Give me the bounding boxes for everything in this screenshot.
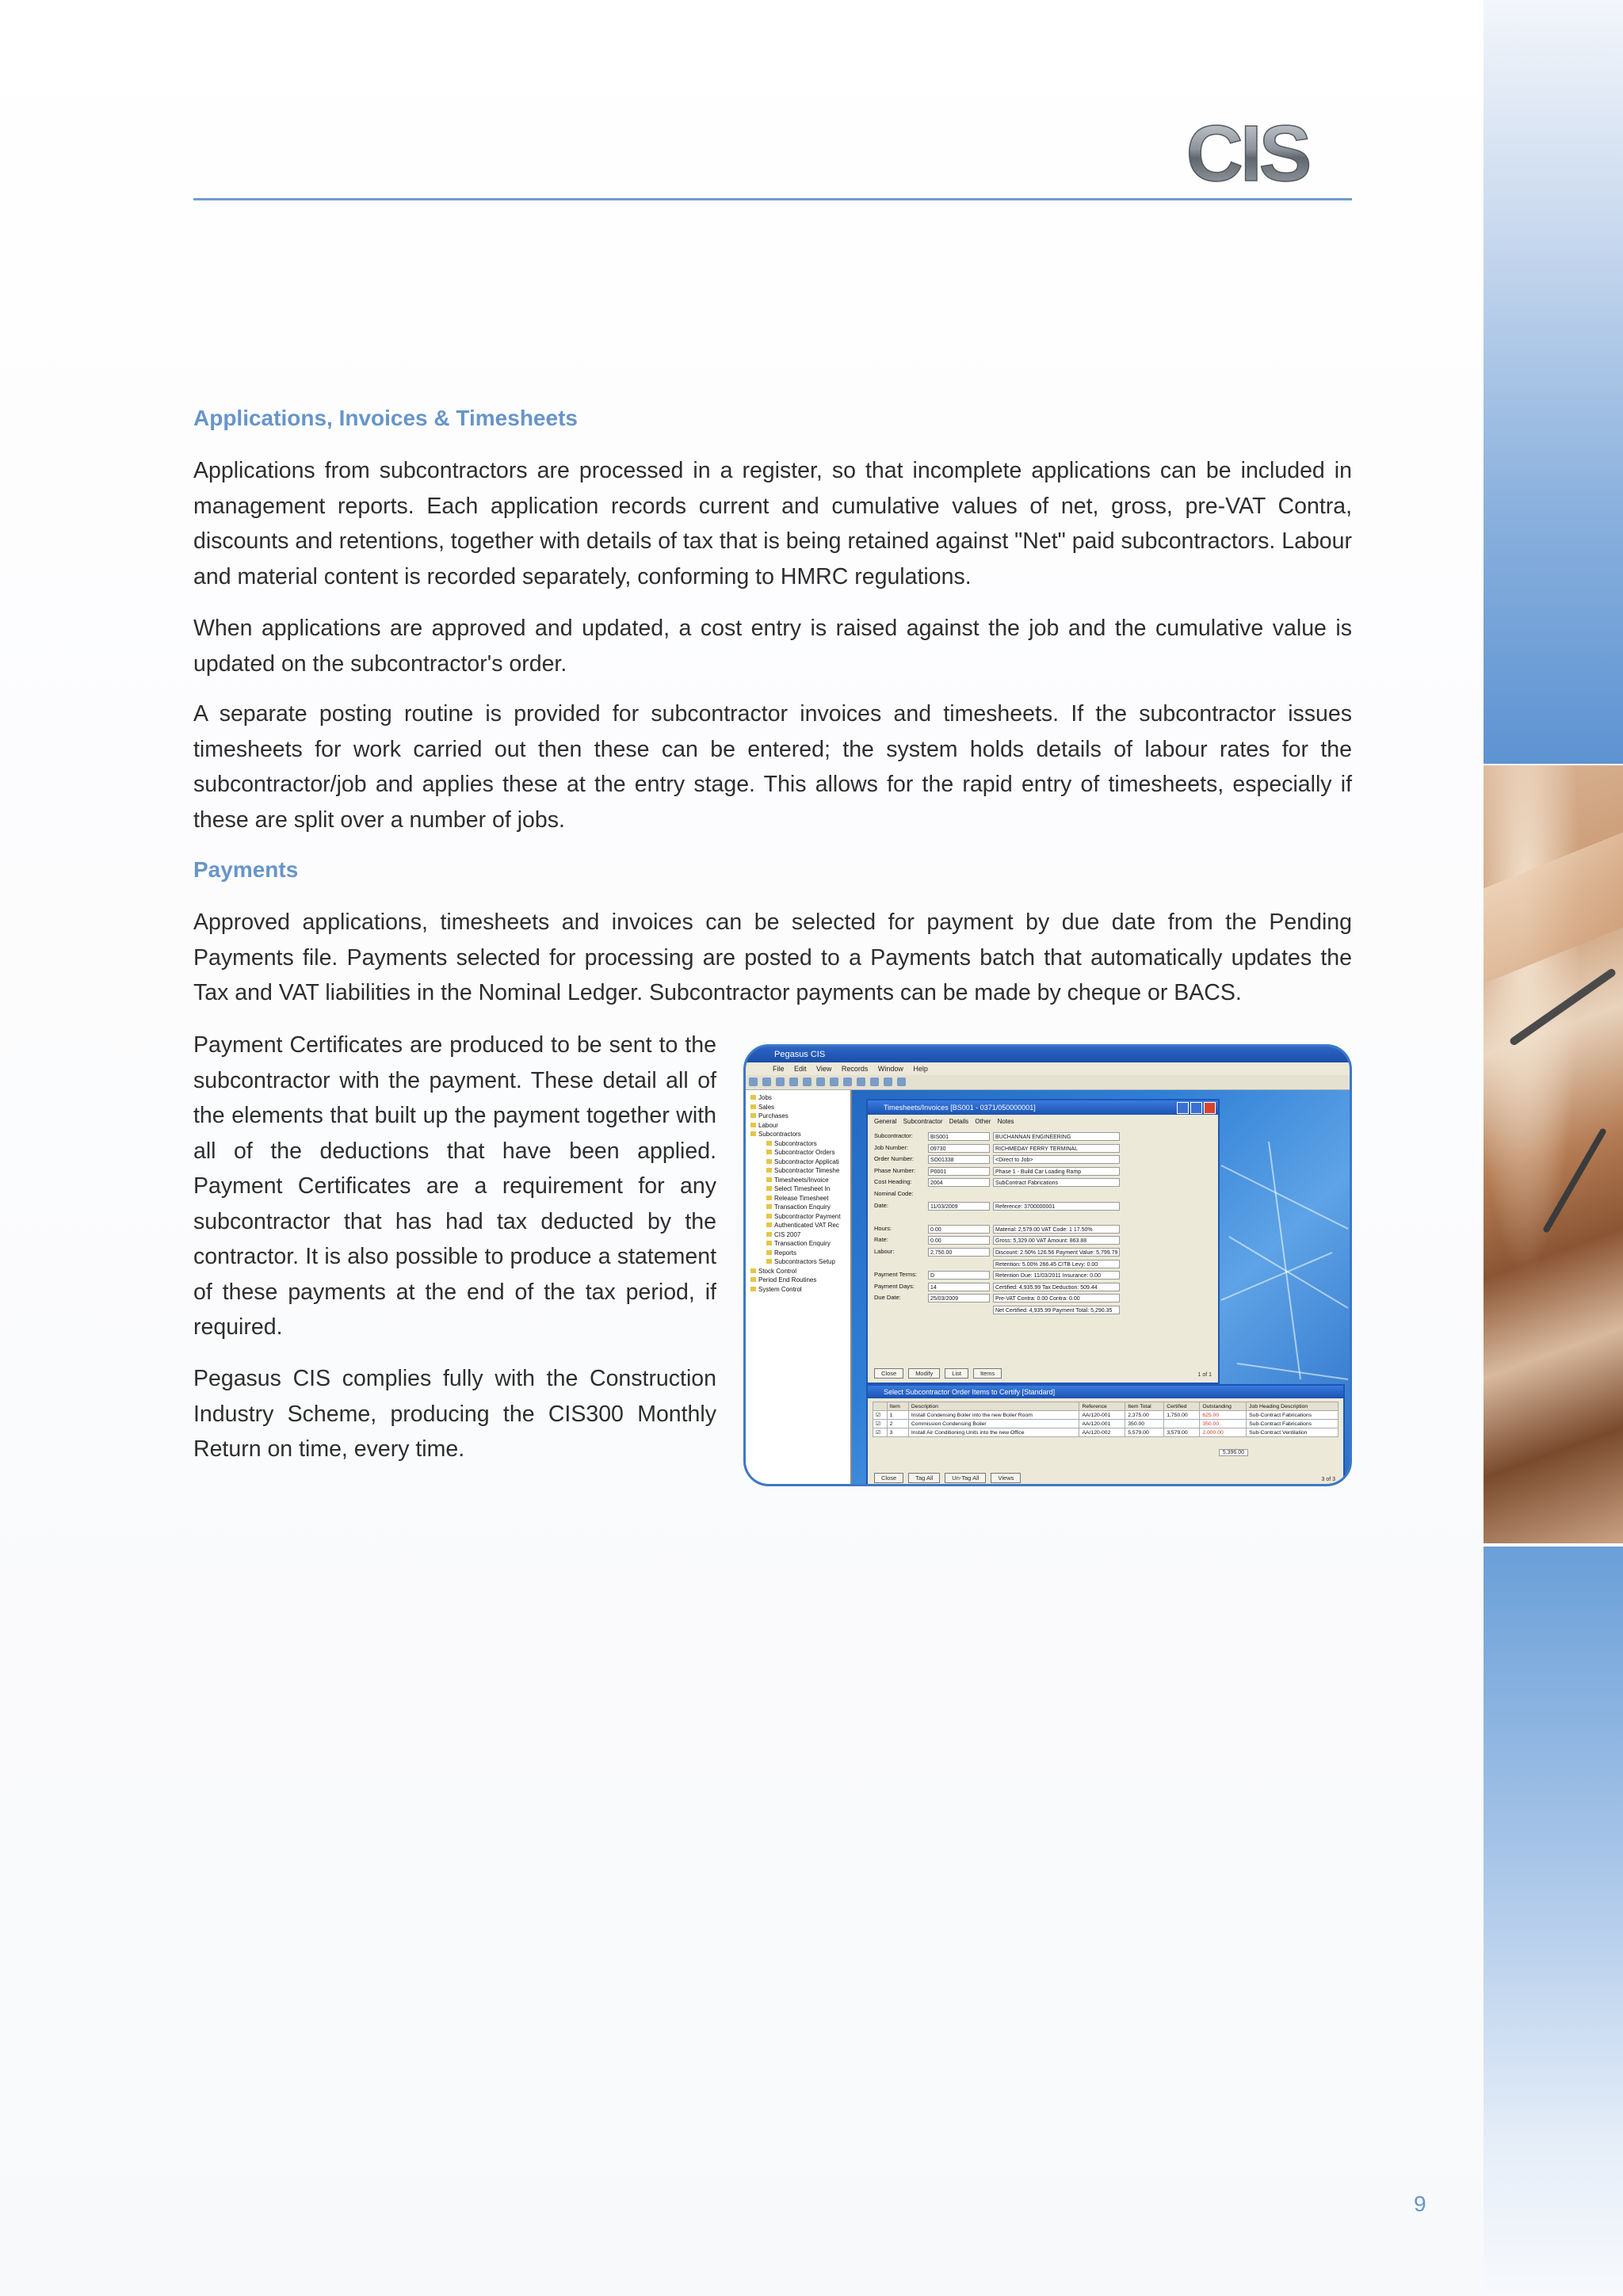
tree-item-label: Subcontractor Timeshe	[774, 1167, 840, 1174]
table-cell: 3,579.00	[1164, 1428, 1200, 1437]
page-number: 9	[1414, 2191, 1426, 2216]
tree-item-label: Transaction Enquiry	[774, 1203, 831, 1211]
column-header: Certified	[1164, 1402, 1200, 1411]
software-screenshot	[743, 1044, 1352, 1486]
folder-icon	[750, 1287, 756, 1291]
folder-icon	[750, 1104, 756, 1109]
folder-icon	[766, 1241, 772, 1245]
window-tabs[interactable]: General Subcontractor Details Other Notes	[874, 1118, 1014, 1125]
field-label: Due Date:	[874, 1294, 901, 1302]
folder-icon	[766, 1250, 772, 1255]
form-row	[874, 1155, 1212, 1167]
tree-item-label: Transaction Enquiry	[774, 1240, 831, 1247]
table-row[interactable]	[873, 1428, 1338, 1437]
close-icon[interactable]	[1204, 1102, 1216, 1114]
form-row	[874, 1294, 1212, 1306]
tree-item[interactable]	[750, 1139, 850, 1149]
field-label: Order Number:	[874, 1155, 915, 1163]
folder-icon	[766, 1214, 772, 1219]
form-row	[874, 1178, 1212, 1190]
field-label: Job Number:	[874, 1143, 908, 1151]
folder-icon	[766, 1150, 772, 1154]
tree-item[interactable]	[750, 1230, 850, 1240]
table-cell: AA/120-002	[1079, 1428, 1125, 1437]
field-value-secondary[interactable]: Net Certified: 4,935.99 Payment Total: 5,290.35	[993, 1306, 1120, 1314]
field-value-secondary[interactable]: SubContract Fabrications	[993, 1178, 1120, 1187]
tree-item[interactable]	[750, 1221, 850, 1230]
column-header: Outstanding	[1200, 1402, 1247, 1411]
field-value-secondary[interactable]: Retention: 5.00% 266.45 CITB Levy: 0.00	[993, 1260, 1120, 1268]
field-label: Labour:	[874, 1247, 895, 1255]
tree-item[interactable]	[750, 1257, 850, 1267]
field-value[interactable]: 2,750.00	[928, 1248, 990, 1257]
folder-icon	[750, 1113, 756, 1118]
tree-item-label: Subcontractor Payment	[774, 1212, 841, 1220]
window-button[interactable]: Modify	[908, 1368, 940, 1379]
folder-icon	[766, 1204, 772, 1209]
tree-item[interactable]	[750, 1103, 850, 1112]
column-header: Reference	[1079, 1402, 1125, 1411]
field-value-secondary[interactable]: Gross: 5,329.00 VAT Amount: 863.88	[993, 1236, 1120, 1245]
tree-item-label: Reports	[774, 1249, 797, 1257]
table-cell	[1164, 1420, 1200, 1428]
folder-icon	[766, 1232, 772, 1237]
field-label: Rate:	[874, 1236, 888, 1244]
navigation-tree[interactable]	[746, 1090, 852, 1484]
tree-item-label: Sales	[758, 1103, 775, 1111]
cis-logo	[1144, 117, 1350, 187]
maximize-icon[interactable]	[1190, 1102, 1202, 1114]
window-button[interactable]: Close	[874, 1368, 903, 1379]
table-cell: AA/120-001	[1079, 1411, 1125, 1420]
order-items-table	[873, 1402, 1338, 1437]
tree-item[interactable]	[750, 1176, 850, 1185]
form-row	[874, 1144, 1212, 1156]
applications-paragraph-1: Applications from subcontractors are processed in a register, so that incomplete applications can be included in management reports. Each application records current and cumulative values of net, gross, pre-VAT Contra, discounts and retentions, together with details of tax that is being retained against "Net" paid subcontractors. Labour and material content is recorded separately, conforming to HMRC regulations.	[193, 458, 1352, 589]
folder-icon	[766, 1168, 772, 1173]
field-value-secondary[interactable]: Certified: 4,935.99 Tax Deduction: 509.44	[993, 1283, 1120, 1291]
form-row	[874, 1202, 1212, 1214]
band-gradient-top	[1484, 0, 1623, 764]
field-value[interactable]: P0001	[928, 1167, 990, 1176]
table-cell: Sub-Contract Fabrications	[1247, 1411, 1338, 1420]
field-label: Nominal Code:	[874, 1189, 914, 1197]
folder-icon	[766, 1177, 772, 1182]
form-fields	[874, 1132, 1212, 1318]
tree-item-label: Authenticated VAT Rec	[774, 1222, 839, 1229]
tree-item[interactable]	[750, 1285, 850, 1295]
field-value[interactable]: 2004	[928, 1178, 990, 1187]
dialog-button[interactable]: Tag All	[908, 1473, 940, 1483]
dialog-total: 5,396.00	[1219, 1449, 1248, 1456]
payments-paragraph-2: Payment Certificates are produced to be sent to the subcontractor with the payment. These detail all of the elements that built up the payment together with all of the deductions that have been applied. Payment Certificates are a requirement for any subcontractor that has had tax deducted by the contractor. It is also possible to produce a statement of these payments at the end of the tax period, if required.	[193, 1032, 716, 1340]
tree-item[interactable]	[750, 1184, 850, 1194]
tree-item[interactable]	[750, 1212, 850, 1222]
folder-icon	[750, 1095, 756, 1100]
app-titlebar: Pegasus CIS	[746, 1047, 1350, 1062]
tools-photo	[1484, 765, 1623, 1543]
page-indicator: 1 of 1	[1197, 1372, 1212, 1378]
window-buttons	[874, 1365, 1006, 1379]
field-value-secondary[interactable]: RICHMEDAY FERRY TERMINAL	[993, 1144, 1120, 1153]
table-cell: Install Condensing Boiler into the new Boiler Room	[908, 1411, 1079, 1420]
field-value[interactable]: SO01338	[928, 1155, 990, 1164]
folder-icon	[766, 1186, 772, 1191]
form-row	[874, 1248, 1212, 1260]
tree-item[interactable]	[750, 1166, 850, 1176]
header-rule	[193, 198, 1352, 200]
field-value-secondary[interactable]: Material: 2,579.00 VAT Code: 1 17.50%	[993, 1225, 1120, 1234]
column-header: Description	[908, 1402, 1079, 1411]
dialog-page-indicator: 3 of 3	[1321, 1477, 1335, 1482]
table-cell: Commission Condensing Boiler	[908, 1420, 1079, 1428]
form-row	[874, 1167, 1212, 1179]
table-cell: AA/120-001	[1079, 1420, 1125, 1428]
folder-icon	[766, 1141, 772, 1146]
field-value[interactable]: 09730	[928, 1144, 990, 1153]
table-cell: 1,750.00	[1164, 1411, 1200, 1420]
tree-item-label: Subcontractors	[774, 1139, 817, 1147]
tree-item-label: Release Timesheet	[774, 1194, 829, 1202]
section-heading-payments: Payments	[193, 857, 299, 882]
tree-item-label: Timesheets/Invoice	[774, 1176, 829, 1184]
field-value-secondary[interactable]: Reference: 3700000001	[993, 1202, 1120, 1211]
column-header: Item Total	[1125, 1402, 1164, 1411]
field-value[interactable]: 11/03/2009	[928, 1202, 990, 1211]
field-label: Phase Number:	[874, 1166, 916, 1174]
applications-paragraph-2: When applications are approved and updated, a cost entry is raised against the job and the cumulative value is updated on the subcontractor's order.	[193, 616, 1352, 677]
field-value[interactable]: BIS001	[928, 1132, 990, 1141]
window-button[interactable]: Items	[973, 1368, 1002, 1379]
timesheets-window-title	[868, 1100, 1218, 1115]
tree-item[interactable]	[750, 1267, 850, 1276]
table-cell: ☑	[873, 1428, 888, 1437]
table-cell: 1	[887, 1411, 908, 1420]
field-value-secondary[interactable]: Pre-VAT Contra: 0.00 Contra: 0.00	[993, 1294, 1120, 1302]
table-cell: Sub-Contract Ventilation	[1247, 1428, 1338, 1437]
field-value-secondary[interactable]: Discount: 2.50% 126.56 Payment Value: 5,799.79	[993, 1248, 1120, 1257]
table-cell: Install Air Conditioning Units into the new Office	[908, 1428, 1079, 1437]
table-cell: 3	[887, 1428, 908, 1437]
table-cell: 625.00	[1200, 1411, 1247, 1420]
table-cell: 2,375.00	[1125, 1411, 1164, 1420]
field-label: Date:	[874, 1201, 888, 1209]
tree-item-label: Subcontractors	[758, 1131, 801, 1138]
tree-item[interactable]	[750, 1249, 850, 1258]
tree-item-label: Labour	[758, 1121, 778, 1129]
folder-icon	[750, 1277, 756, 1282]
window-button[interactable]: List	[945, 1368, 968, 1379]
tree-item-label: Jobs	[758, 1094, 772, 1101]
form-row	[874, 1132, 1212, 1144]
tree-item[interactable]	[750, 1194, 850, 1203]
folder-icon	[766, 1222, 772, 1227]
form-row	[874, 1306, 1212, 1318]
folder-icon	[750, 1268, 756, 1273]
folder-icon	[766, 1259, 772, 1264]
folder-icon	[766, 1159, 772, 1164]
table-cell: 2	[887, 1420, 908, 1428]
table-cell: 350.00	[1200, 1420, 1247, 1428]
tree-item[interactable]	[750, 1203, 850, 1212]
form-row	[874, 1225, 1212, 1237]
tree-item-label: Subcontractor Applicati	[774, 1158, 839, 1165]
side-decorative-band	[1484, 0, 1623, 2296]
tree-item[interactable]	[750, 1276, 850, 1285]
tree-item-label: CIS 2007	[774, 1230, 801, 1238]
table-cell: 2,000.00	[1200, 1428, 1247, 1437]
tree-item-label: System Control	[758, 1285, 802, 1293]
section-heading-applications: Applications, Invoices & Timesheets	[193, 406, 578, 430]
dialog-title: Select Subcontractor Order Items to Certify [Standard]	[868, 1386, 1343, 1398]
minimize-icon[interactable]	[1177, 1102, 1189, 1114]
table-cell: 350.00	[1125, 1420, 1164, 1428]
field-value-secondary[interactable]: BUCHANNAN ENGINEERING	[993, 1132, 1120, 1141]
column-header: Job Heading Description	[1247, 1402, 1338, 1411]
timesheets-window	[866, 1099, 1220, 1384]
dialog-button[interactable]: Views	[991, 1473, 1021, 1483]
tree-item[interactable]	[750, 1121, 850, 1131]
form-row	[874, 1283, 1212, 1295]
field-label: Cost Heading:	[874, 1178, 912, 1186]
applications-paragraph-3: A separate posting routine is provided for subcontractor invoices and timesheets. If the subcontractor issues timesheets for work carried out then these can be entered; the system holds details of labour rates for the subcontractor/job and applies these at the entry stage. This allows for the rapid entry of timesheets, especially if these are split over a number of jobs.	[193, 701, 1352, 833]
field-value[interactable]: 14	[928, 1283, 990, 1291]
dialog-buttons	[874, 1470, 1025, 1484]
form-row	[874, 1236, 1212, 1248]
tree-item-label: Subcontractor Orders	[774, 1149, 835, 1156]
app-menubar[interactable]: File Edit View Records Window Help	[746, 1062, 1350, 1075]
tree-item-label: Subcontractors Setup	[774, 1258, 835, 1265]
tree-item[interactable]	[750, 1239, 850, 1249]
table-cell: 5,579.00	[1125, 1428, 1164, 1437]
band-gradient-bottom	[1484, 1547, 1623, 2296]
dialog-button[interactable]: Close	[874, 1473, 903, 1483]
tree-item-label: Stock Control	[758, 1267, 797, 1275]
tree-item[interactable]	[750, 1093, 850, 1103]
folder-icon	[750, 1123, 756, 1127]
window-title-text: Timesheets/Invoices [BS001 - 0371/050000001]	[884, 1104, 1036, 1112]
field-value-secondary[interactable]: Phase 1 - Build Car Loading Ramp	[993, 1167, 1120, 1176]
field-value[interactable]: 0.00	[928, 1236, 990, 1245]
form-row	[874, 1213, 1212, 1225]
payments-paragraph-1: Approved applications, timesheets and invoices can be selected for payment by due date from the Pending Payments file. Payments selected for processing are posted to a Payments batch that automatically updates the Tax and VAT liabilities in the Nominal Ledger. Subcontractor payments can be made by cheque or BACS.	[193, 910, 1352, 1005]
tree-item[interactable]	[750, 1158, 850, 1167]
tree-item-label: Select Timesheet In	[774, 1185, 831, 1192]
tree-item-label: Purchases	[758, 1112, 789, 1119]
table-row[interactable]	[873, 1411, 1338, 1420]
tree-item[interactable]	[750, 1148, 850, 1158]
field-value-secondary[interactable]: <Direct to Job>	[993, 1155, 1120, 1164]
form-row	[874, 1260, 1212, 1272]
column-header	[873, 1402, 888, 1411]
table-row[interactable]	[873, 1420, 1338, 1428]
tree-item-label: Period End Routines	[758, 1276, 817, 1283]
field-value-secondary[interactable]: Retention Due: 11/03/2011 Insurance: 0.00	[993, 1271, 1120, 1280]
table-cell: ☑	[873, 1420, 888, 1428]
field-value[interactable]: 0.00	[928, 1225, 990, 1234]
tree-item[interactable]	[750, 1130, 850, 1139]
tree-item[interactable]	[750, 1112, 850, 1121]
folder-icon	[750, 1131, 756, 1136]
payments-paragraph-3: Pegasus CIS complies fully with the Construction Industry Scheme, producing the CIS300 Monthly Return on time, every time.	[193, 1366, 716, 1462]
app-toolbar[interactable]	[746, 1075, 1350, 1090]
field-label: Hours:	[874, 1224, 892, 1232]
table-cell: ☑	[873, 1411, 888, 1420]
select-items-dialog	[866, 1384, 1345, 1486]
field-label: Payment Terms:	[874, 1271, 918, 1279]
table-cell: Sub-Contract Fabrications	[1247, 1420, 1338, 1428]
field-value[interactable]: D	[928, 1271, 990, 1280]
column-header: Item	[887, 1402, 908, 1411]
form-row	[874, 1271, 1212, 1283]
dialog-button[interactable]: Un-Tag All	[945, 1473, 986, 1483]
field-label: Subcontractor:	[874, 1132, 913, 1139]
form-row	[874, 1190, 1212, 1202]
folder-icon	[766, 1196, 772, 1200]
cis-logo-text: CIS	[1186, 117, 1309, 187]
field-value[interactable]: 25/03/2009	[928, 1294, 990, 1302]
field-label: Payment Days:	[874, 1282, 915, 1290]
